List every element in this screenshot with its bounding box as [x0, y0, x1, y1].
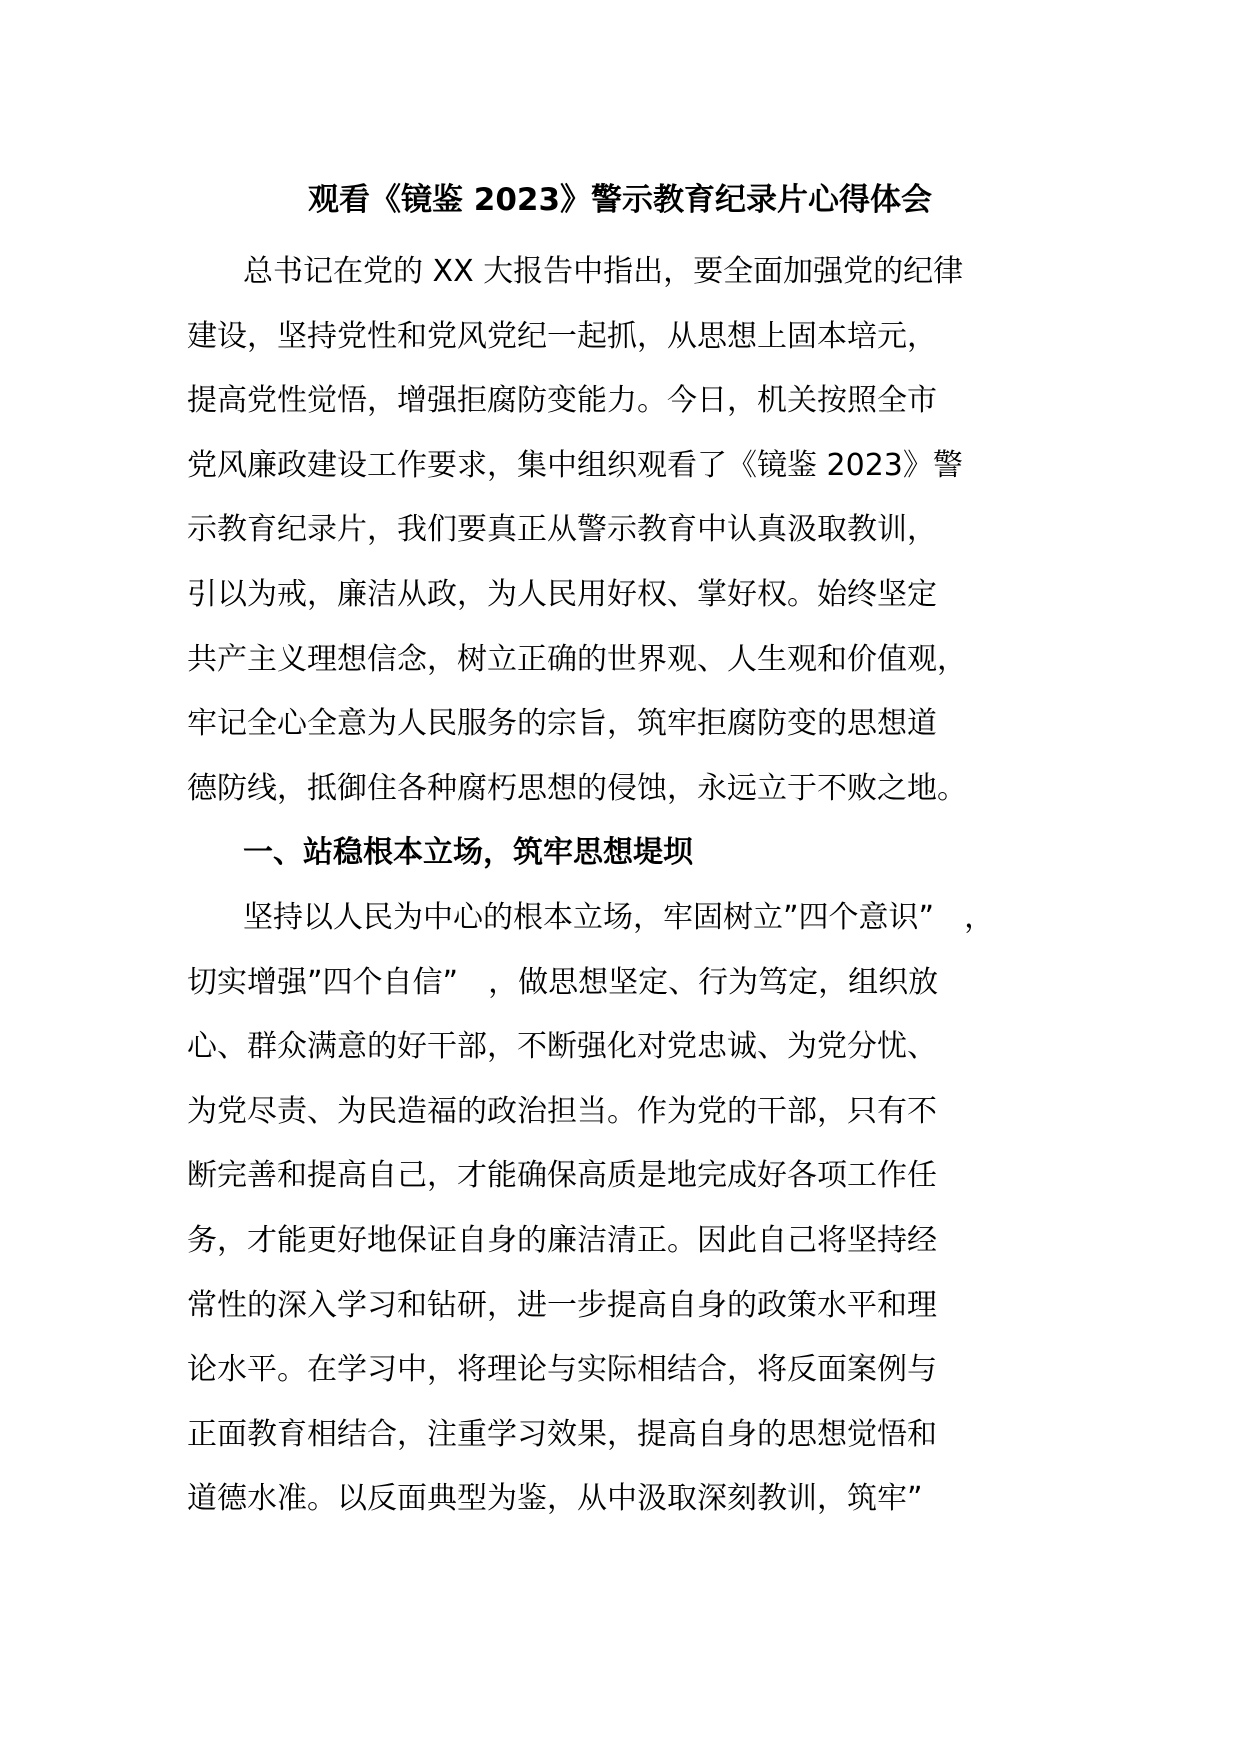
- paragraph-line: 务，才能更好地保证自身的廉洁清正。因此自己将坚持经: [187, 1222, 937, 1258]
- paragraph-line: 德防线，抵御住各种腐朽思想的侵蚀，永远立于不败之地。: [187, 770, 967, 806]
- paragraph-line: 共产主义理想信念，树立正确的世界观、人生观和价值观，: [187, 641, 967, 677]
- paragraph-line: 断完善和提高自己，才能确保高质是地完成好各项工作任: [187, 1158, 937, 1194]
- paragraph-line: 为党尽责、为民造福的政治担当。作为党的干部，只有不: [187, 1093, 937, 1129]
- paragraph-line: 道德水准。以反面典型为鉴，从中汲取深刻教训，筑牢”: [187, 1481, 923, 1517]
- paragraph-line: 建设，坚持党性和党风党纪一起抓，从思想上固本培元，: [187, 318, 937, 354]
- paragraph-line: 论水平。在学习中，将理论与实际相结合，将反面案例与: [187, 1352, 937, 1388]
- paragraph-line: 坚持以人民为中心的根本立场，牢固树立”四个意识” ，: [243, 899, 995, 935]
- paragraph-line: 党风廉政建设工作要求，集中组织观看了《镜鉴 2023》警: [187, 447, 963, 483]
- paragraph-line: 牢记全心全意为人民服务的宗旨，筑牢拒腐防变的思想道: [187, 706, 937, 742]
- paragraph-line: 引以为戒，廉洁从政，为人民用好权、掌好权。始终坚定: [187, 576, 937, 612]
- paragraph-line: 切实增强”四个自信” ，做思想坚定、行为笃定，组织放: [187, 964, 939, 1000]
- paragraph-line: 总书记在党的 XX 大报告中指出，要全面加强党的纪律: [243, 254, 964, 289]
- paragraph-line: 常性的深入学习和钻研，进一步提高自身的政策水平和理: [187, 1287, 937, 1323]
- document-body: [187, 244, 1067, 1536]
- paragraph-line: 正面教育相结合，注重学习效果，提高自身的思想觉悟和: [187, 1416, 937, 1452]
- paragraph-line: 提高党性觉悟，增强拒腐防变能力。今日，机关按照全市: [187, 383, 937, 419]
- paragraph-line: 示教育纪录片，我们要真正从警示教育中认真汲取教训，: [187, 512, 937, 548]
- section-heading: 一、站稳根本立场，筑牢思想堤坝: [243, 835, 693, 871]
- paragraph-line: 心、群众满意的好干部，不断强化对党忠诚、为党分忧、: [187, 1029, 937, 1065]
- document-title: 观看《镜鉴 2023》警示教育纪录片心得体会: [307, 182, 933, 218]
